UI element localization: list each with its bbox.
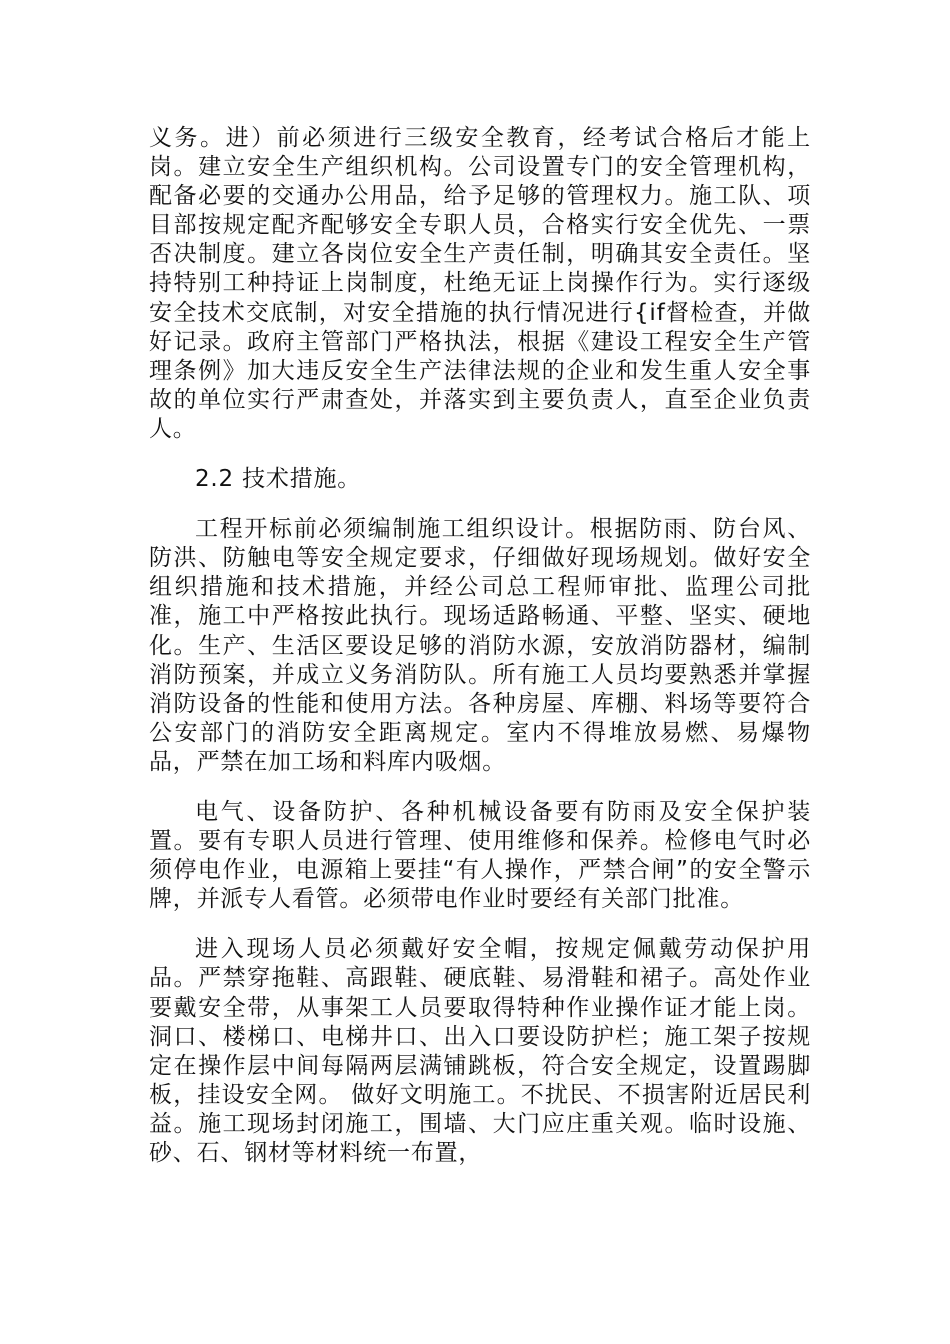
section-heading-technical-measures: 2.2 技术措施。 bbox=[195, 466, 362, 493]
paragraph-construction-planning: 工程开标前必须编制施工组织设计。根据防雨、防台风、防洪、防触电等安全规定要求，仔细做好现场规划。做好安全组织措施和技术措施，并经公司总工程师审批、监理公司批准，施工中严格按此执行。现场适路畅通、平整、坚实、硬地化。生产、生活区要设足够的消防水源，安放消防器材，编制消防预案，并成立义务消防队。所有施工人员均要熟悉并掌握消防设备的性能和使用方法。各种房屋、库棚、料场等要符合公安部门的消防安全距离规定。室内不得堆放易燃、易爆物品，严禁在加工场和料库内吸烟。 bbox=[149, 516, 811, 775]
document-body bbox=[149, 124, 811, 1168]
paragraph-personal-protection: 进入现场人员必须戴好安全帽，按规定佩戴劳动保护用品。严禁穿拖鞋、高跟鞋、硬底鞋、易滑鞋和裙子。高处作业要戴安全带，从事架工人员要取得特种作业操作证才能上岗。洞口、楼梯口、电梯井口、出入口要设防护栏；施工架子按规定在操作层中间每隔两层满铺跳板，符合安全规定，设置踢脚板，挂设安全网。 做好文明施工。不扰民、不损害附近居民利益。施工现场封闭施工，围墙、大门应庄重关观。临时设施、砂、石、钢材等材料统一布置， bbox=[149, 936, 811, 1166]
paragraph-electrical-protection: 电气、设备防护、各种机械设备要有防雨及安全保护装置。要有专职人员进行管理、使用维修和保养。检修电气时必须停电作业，电源箱上要挂“有人操作，严禁合闸”的安全警示牌，并派专人看管。必须带电作业时要经有关部门批准。 bbox=[149, 798, 811, 913]
paragraph-safety-organization: 义务。进）前必须进行三级安全教育，经考试合格后才能上岗。建立安全生产组织机构。公司设置专门的安全管理机构，配备必要的交通办公用品，给予足够的管理权力。施工队、项目部按规定配齐配够安全专职人员，合格实行安全优先、一票否决制度。建立各岗位安全生产责任制，明确其安全责任。坚持特别工种持证上岗制度，杜绝无证上岗操作行为。实行逐级安全技术交底制，对安全措施的执行情况进行{if督检查，并做好记录。政府主管部门严格执法，根据《建设工程安全生产管理条例》加大违反安全生产法律法规的企业和发生重人安全事故的单位实行严肃查处，并落实到主要负责人，直至企业负责人。 bbox=[149, 125, 811, 442]
